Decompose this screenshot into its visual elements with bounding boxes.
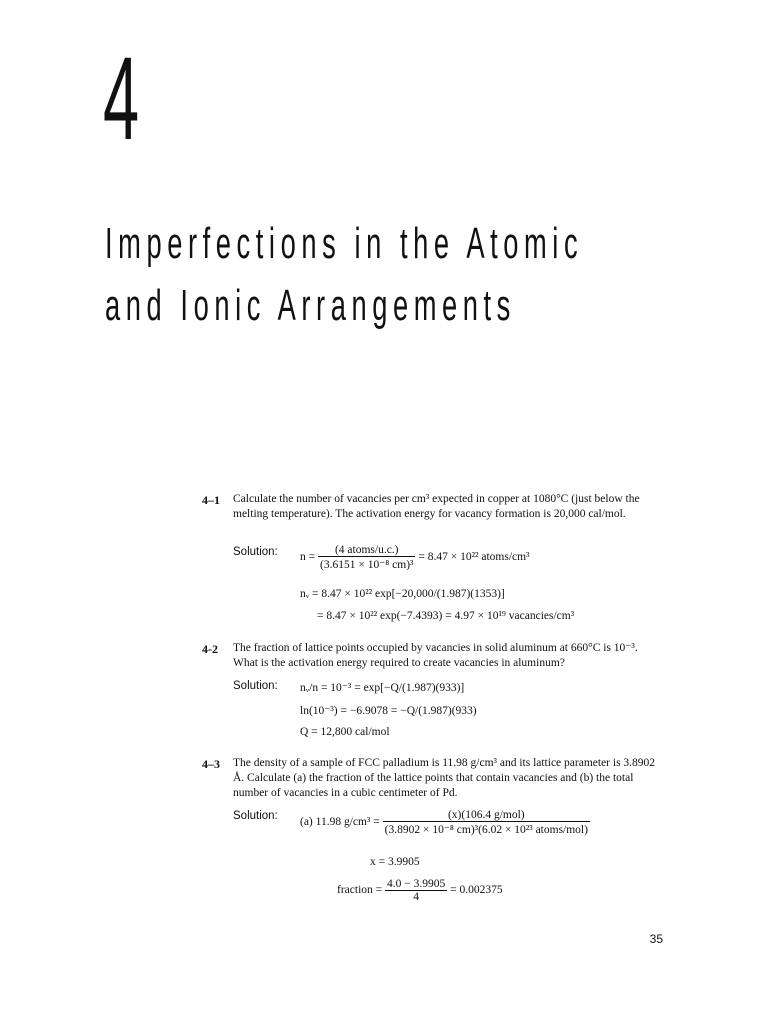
chapter-number: 4 (103, 33, 140, 165)
equation (300, 809, 590, 836)
problem-text: The density of a sample of FCC palladium is 11.98 g/cm³ and its lattice parameter is 3.8902 Å. Calculate (a) the fraction of the lattice points that contain vacancies and (b) the total number of vacancies in a cubic centimeter of Pd. (233, 757, 656, 799)
equation-lhs: fraction = (337, 884, 383, 897)
fraction (383, 809, 590, 836)
fraction-numerator: (x)(106.4 g/mol) (383, 809, 590, 822)
equation: = 8.47 × 10²² exp(−7.4393) = 4.97 × 10¹⁹ vacancies/cm³ (317, 610, 575, 622)
problem-number: 4-2 (202, 642, 218, 656)
equation: ln(10⁻³) = −6.9078 = −Q/(1.987)(933) (300, 705, 477, 717)
equation: Q = 12,800 cal/mol (300, 726, 390, 738)
fraction-denominator: 4 (413, 891, 419, 903)
problem-text: The fraction of lattice points occupied by vacancies in solid aluminum at 660°C is 10⁻³. What is the activation energy required to create vacancies in aluminum? (233, 642, 638, 669)
equation-lhs: n = (300, 551, 316, 564)
chapter-title-line-1: Imperfections in the Atomic (105, 219, 584, 268)
problem-number: 4–1 (202, 493, 220, 507)
page-number: 35 (649, 932, 663, 946)
fraction-numerator: 4.0 − 3.9905 (387, 878, 446, 890)
fraction (318, 544, 415, 571)
equation-lhs: (a) 11.98 g/cm³ = (300, 816, 380, 829)
equation: nᵥ/n = 10⁻³ = exp[−Q/(1.987)(933)] (300, 682, 465, 694)
chapter-title-line-2: and Ionic Arrangements (105, 281, 516, 330)
solution-label: Solution: (233, 546, 278, 558)
solution-label: Solution: (233, 680, 278, 692)
problem-number: 4–3 (202, 757, 220, 771)
fraction (385, 878, 447, 903)
equation-rhs: = 8.47 × 10²² atoms/cm³ (418, 551, 530, 564)
solution-label: Solution: (233, 810, 278, 822)
fraction-denominator: (3.6151 × 10⁻⁸ cm)³ (320, 559, 414, 571)
equation: x = 3.9905 (370, 856, 420, 868)
equation-rhs: = 0.002375 (450, 884, 503, 897)
problem-text: Calculate the number of vacancies per cm³ expected in copper at 1080°C (just below the melting temperature). The activation energy for vacancy formation is 20,000 cal/mol. (233, 493, 640, 520)
fraction-numerator: (4 atoms/u.c.) (318, 544, 415, 557)
equation (337, 878, 503, 903)
equation (300, 544, 530, 571)
fraction-denominator: (3.8902 × 10⁻⁸ cm)³(6.02 × 10²³ atoms/mol) (384, 824, 588, 836)
equation: nᵥ = 8.47 × 10²² exp[−20,000/(1.987)(1353)] (300, 588, 505, 600)
